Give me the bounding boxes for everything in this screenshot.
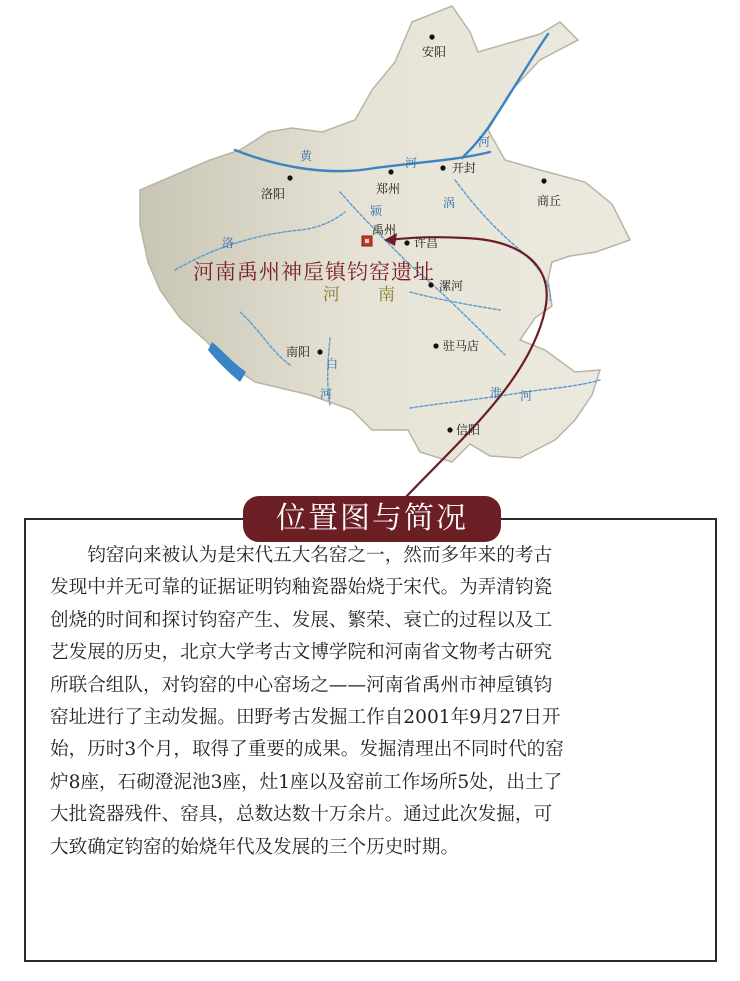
city-dot-zhengzhou [388,169,393,174]
river-label-luo: 洛 [222,236,235,250]
river-label-huang-2: 河 [405,156,418,170]
city-label-anyang: 安阳 [422,45,447,59]
city-label-zhumadian: 驻马店 [443,339,480,353]
city-dot-shangqiu [541,178,546,183]
city-label-luohe: 漯河 [439,279,464,293]
city-label-zhengzhou: 郑州 [376,182,401,196]
province-label-2: 南 [378,285,395,305]
city-label-xinyang: 信阳 [456,423,481,437]
city-label-xuchang: 许昌 [414,236,439,250]
city-label-kaifeng: 开封 [452,161,477,175]
river-label-bai-1: 白 [326,357,339,371]
description-text: 钧窑向来被认为是宋代五大名窑之一，然而多年来的考古 发现中并无可靠的证据证明钧釉瓷器始烧于宋代。为弄清钧瓷 创烧的时间和探讨钧窑产生、发展、繁荣、衰亡的过程以及工 艺发展的历史，北京大学考古文博学院和河南省文物考古研究 所联合组队，对钧窑的中心窑场之——河南省禹州市神垕镇钧 窑址进行了主动发掘。田野考古发掘工作自2001年9月27日开 始，历时3个月，取得了重要的成果。发掘清理出不同时代的窑 炉8座，石砌澄泥池3座，灶1座以及窑前工作场所5处，出土了 大批瓷器残件、窑具，总数达数十万余片。通过此次发掘，可 大致确定钧窑的始烧年代及发展的三个历史时期。 [50,545,564,858]
city-label-yuzhou: 禹州 [372,223,397,237]
river-label-ying: 颍 [370,204,383,218]
province-label-1: 河 [323,285,340,305]
section-banner: 位置图与简况 [243,496,501,542]
site-label: 河南禹州神垕镇钧窑遗址 [193,260,435,284]
river-label-huang-1: 黄 [300,149,313,163]
city-dot-anyang [429,34,434,39]
city-label-nanyang: 南阳 [286,345,311,359]
river-label-wei: 河 [478,135,491,149]
river-label-bai-2: 河 [320,387,333,401]
city-dot-luoyang [287,175,292,180]
city-dot-xuchang [404,240,409,245]
city-dot-zhumadian [433,343,438,348]
river-label-huai-2: 河 [520,389,533,403]
city-dot-xinyang [447,427,452,432]
river-label-guo: 涡 [443,196,456,210]
river-label-huai-1: 淮 [490,386,503,400]
city-label-luoyang: 洛阳 [261,187,286,201]
city-label-shangqiu: 商丘 [537,194,562,208]
city-dot-kaifeng [440,165,445,170]
city-dot-nanyang [317,349,322,354]
